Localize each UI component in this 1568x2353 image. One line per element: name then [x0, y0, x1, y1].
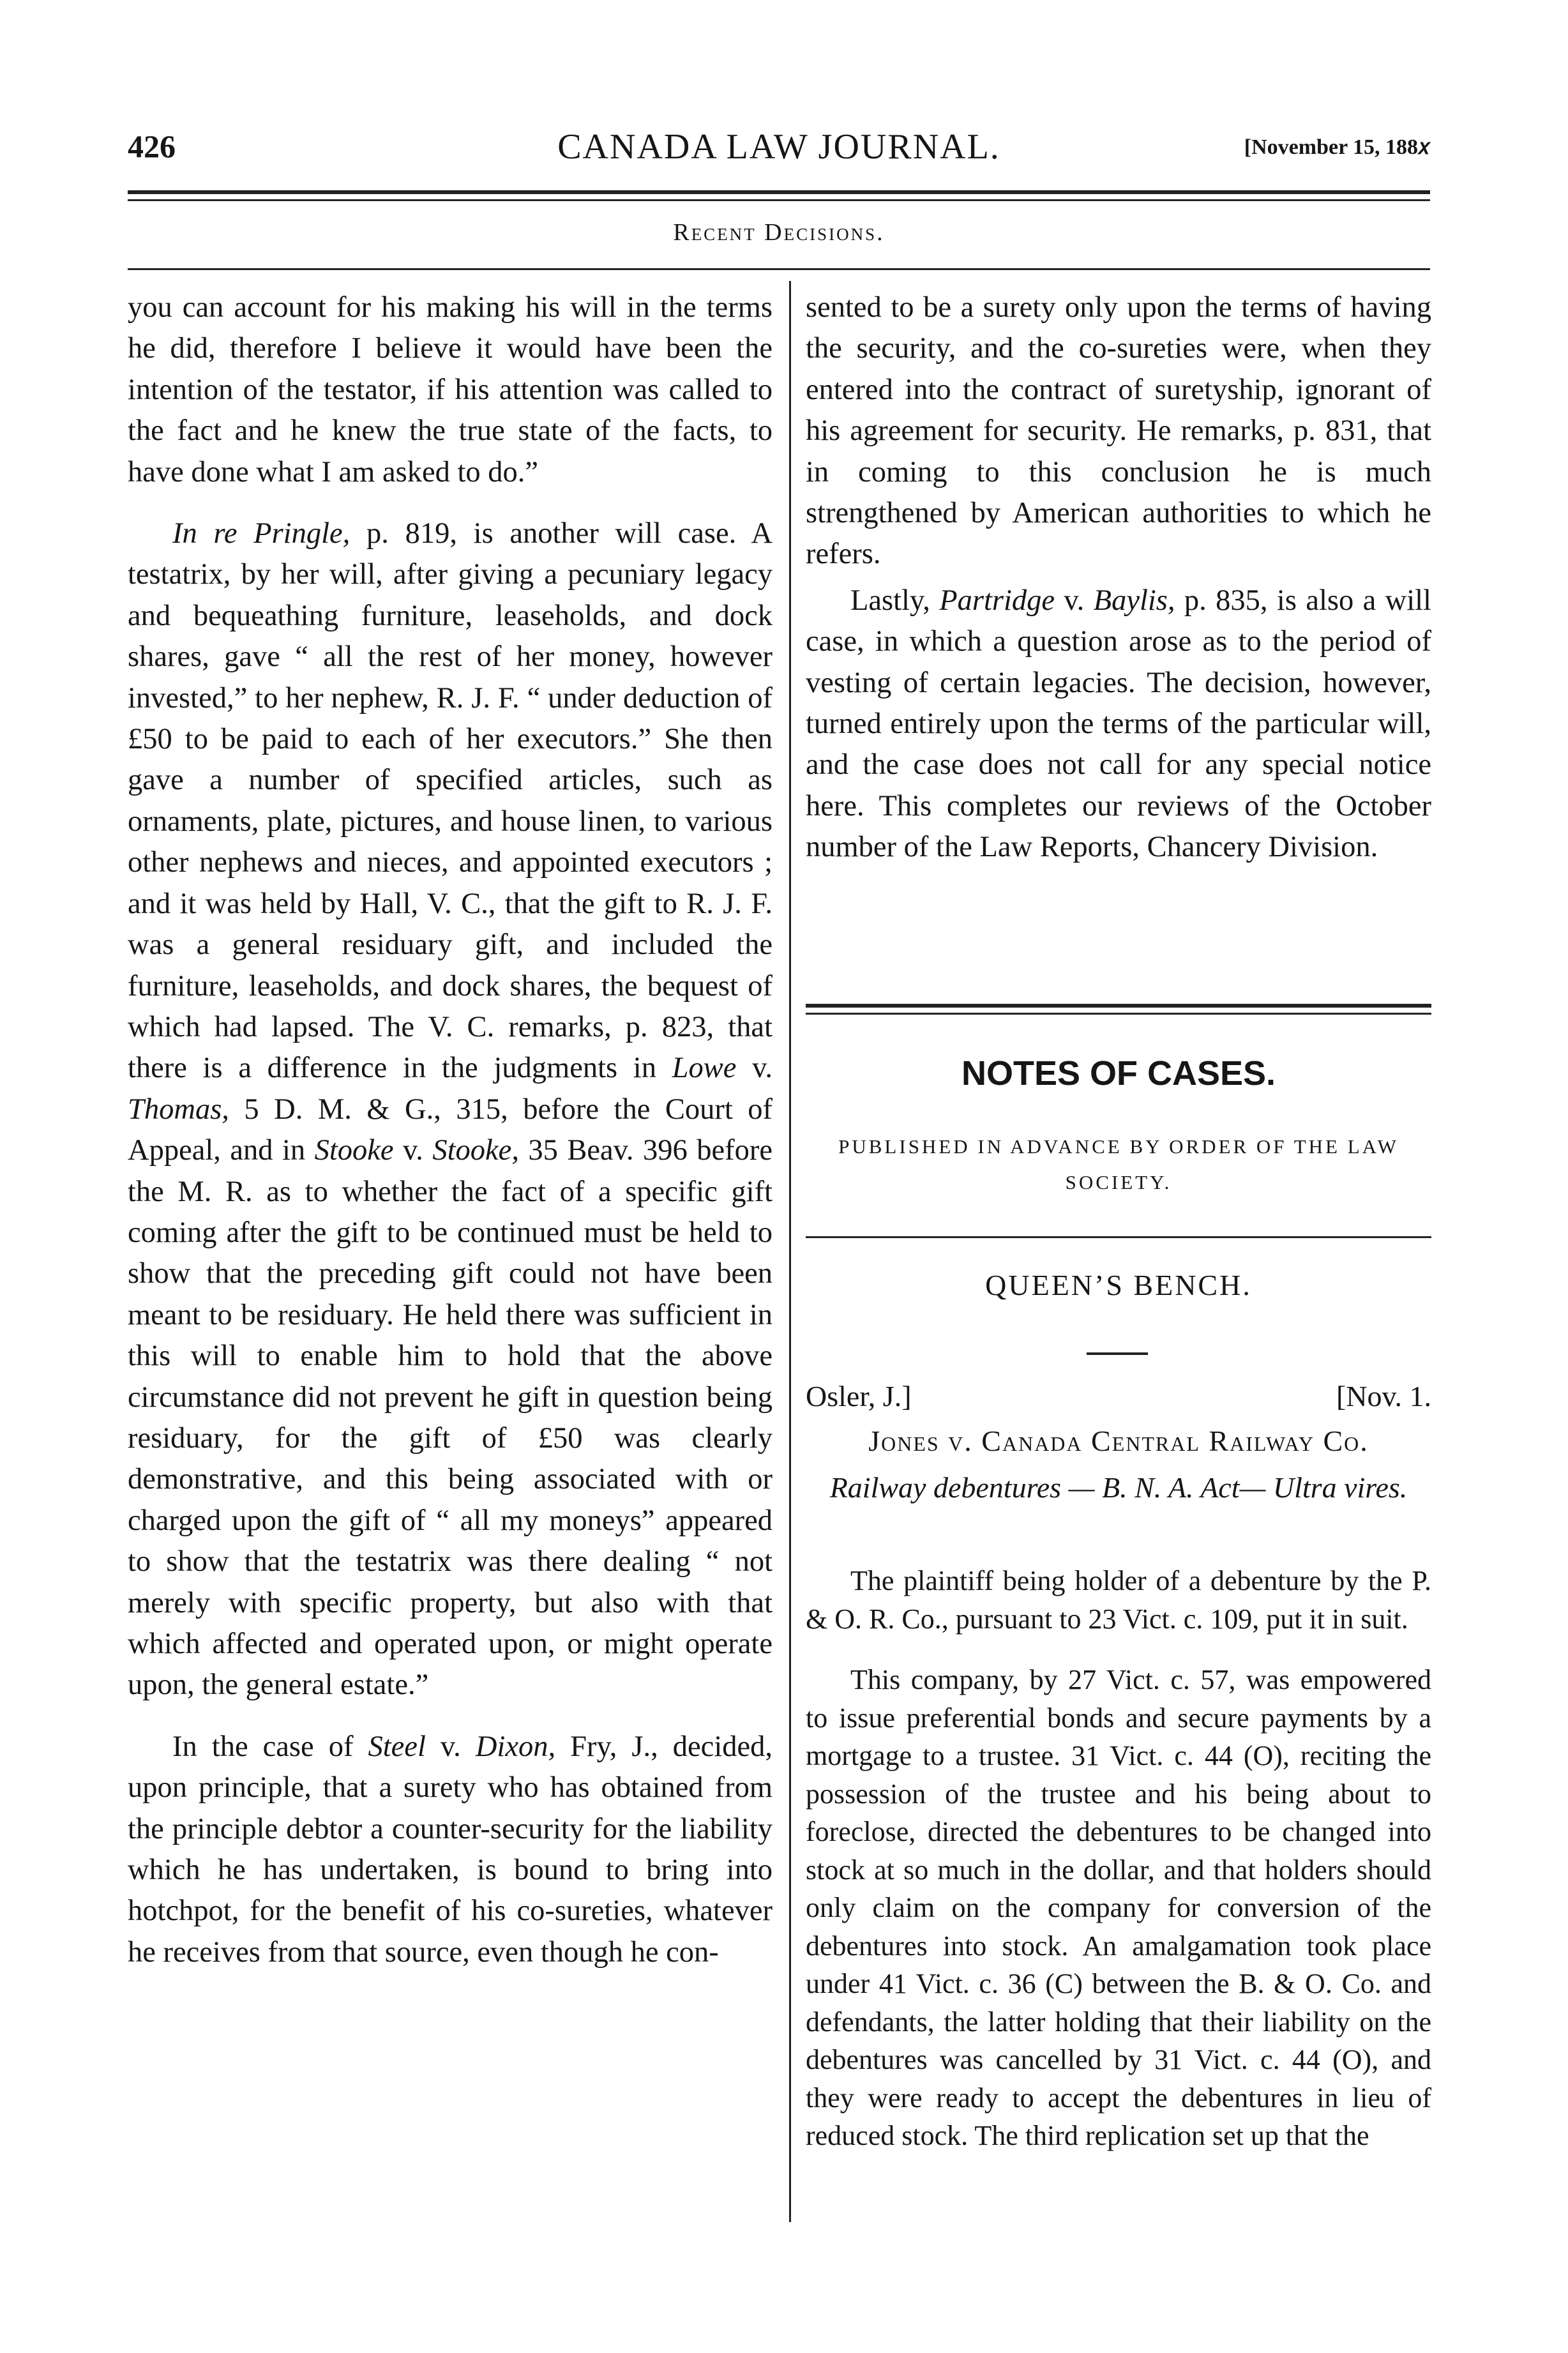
issue-date: [November 15, 188𝑥: [1244, 135, 1430, 159]
left-column: [128, 287, 773, 1973]
notes-rule-thin: [806, 1013, 1431, 1015]
paragraph-text: Fry, J., decided, upon principle, that a surety who has obtained from the principle debtor a counter-security for the liability which he has undertaken, is bound to bring into hotchpot, for the benefit of his co-sureties, whatever he receives from that source, even though he con-: [128, 1730, 773, 1969]
section-title: Recent Decisions.: [673, 219, 885, 246]
paragraph-text: v.: [736, 1052, 773, 1085]
court-heading: QUEEN’S BENCH.: [985, 1269, 1252, 1301]
notes-heading: NOTES OF CASES.: [961, 1054, 1276, 1093]
case-citation: Thomas,: [128, 1093, 229, 1126]
paragraph-text: In the case of: [172, 1730, 368, 1763]
case-date: [Nov. 1.: [1336, 1380, 1431, 1412]
paragraph-text: p. 835, is also a will case, in which a question arose as to the period of vesting of certain legacies. The decision, however, turned entirely upon the terms of the particular will, and the case does not call for any special notice here. This completes our reviews of the October number of the Law Reports, Chancery Division.: [806, 584, 1431, 864]
notes-rule: [806, 1236, 1431, 1238]
case-paragraph-2: This company, by 27 Vict. c. 57, was empowered to issue preferential bonds and secure payments by a mortgage to a trustee. 31 Vict. c. 44 (O), reciting the possession of the trustee and his being about to foreclose, directed the debentures to be changed into stock at so much in the dollar, and that holders should only claim on the company for conversion of the debentures into stock. An amalgamation took place under 41 Vict. c. 36 (C) between the B. & O. Co. and defendants, the latter holding that their liability on the debentures was cancelled by 31 Vict. c. 44 (O), and they were ready to accept the debentures in lieu of reduced stock. The third replication set up that the: [806, 1664, 1431, 2151]
case-citation: In re Pringle,: [172, 517, 351, 550]
section-rule: [128, 268, 1430, 270]
paragraph-text: Lastly,: [850, 584, 940, 617]
left-paragraph-3: [128, 1727, 773, 1973]
page-number: 426: [128, 128, 176, 164]
case-headnote: Railway debentures — B. N. A. Act— Ultra vires.: [829, 1471, 1408, 1504]
paragraph-text: v.: [393, 1134, 433, 1167]
notes-subheading: PUBLISHED IN ADVANCE BY ORDER OF THE LAW SOCIETY.: [838, 1135, 1399, 1193]
notes-rule-thick: [806, 1004, 1431, 1008]
column-divider: [789, 281, 791, 2222]
left-paragraph-1: you can account for his making his will in the terms he did, therefore I believe it would have been the intention of the testator, if his attention was called to the fact and he knew the true state of the facts, to have done what I am asked to do.”: [128, 291, 773, 488]
left-paragraph-2: [128, 513, 773, 1706]
case-citation: Dixon,: [475, 1730, 556, 1763]
case-citation: Partridge: [939, 584, 1055, 617]
right-paragraph-2: [806, 580, 1431, 868]
right-column: [806, 287, 1431, 868]
case-name: Jones v. Canada Central Railway Co.: [868, 1425, 1369, 1457]
right-paragraph-1: sented to be a surety only upon the terms of having the security, and the co-sureties were, when they entered into the contract of suretyship, ignorant of his agreement for security. He remarks, p. 831, that in coming to this conclusion he is much strengthened by American authorities to which he refers.: [806, 291, 1431, 571]
case-citation: Stooke: [314, 1134, 394, 1167]
judge-name: Osler, J.]: [806, 1380, 912, 1412]
case-citation: Steel: [368, 1730, 426, 1763]
header-rule-thin: [128, 199, 1430, 201]
case-citation: Stooke,: [432, 1134, 519, 1167]
case-paragraph-1: The plaintiff being holder of a debenture by the P. & O. R. Co., pursuant to 23 Vict. c. 109, put it in suit.: [806, 1565, 1431, 1635]
court-rule: [1087, 1352, 1148, 1355]
paragraph-text: 35 Beav. 396 before the M. R. as to whether the fact of a specific gift coming after the gift to be continued must be held to show that the preceding gift could not have been meant to be residuary. He held there was sufficient in this will to enable him to hold that the above circumstance did not prevent he gift in question being residuary, for the gift of £50 was clearly demonstrative, and this being associated with or charged upon the gift of “ all my moneys” appeared to show that the testatrix was there dealing “ not merely with specific property, but also with that which affected and operated upon, or might operate upon, the general estate.”: [128, 1134, 773, 1702]
header-rule-thick: [128, 190, 1430, 194]
paragraph-text: p. 819, is another will case. A testatrix, by her will, after giving a pecuniary legacy and bequeathing furniture, leaseholds, and dock shares, gave “ all the rest of her money, however invested,” to her nephew, R. J. F. “ under deduction of £50 to be paid to each of her executors.” She then gave a number of specified articles, such as ornaments, plate, pictures, and house linen, to various other nephews and nieces, and appointed executors ; and it was held by Hall, V. C., that the gift to R. J. F. was a general residuary gift, and included the furniture, leaseholds, and dock shares, the bequest of which had lapsed. The V. C. remarks, p. 823, that there is a difference in the judgments in: [128, 517, 773, 1085]
case-citation: Baylis,: [1093, 584, 1175, 617]
paragraph-text: 5 D. M. & G., 315, before the Court of Appeal, and in: [128, 1093, 773, 1167]
paragraph-text: v.: [425, 1730, 476, 1763]
case-body: [806, 1562, 1431, 2155]
paragraph-text: v.: [1055, 584, 1094, 617]
journal-title: CANADA LAW JOURNAL.: [557, 127, 1000, 167]
case-citation: Lowe: [672, 1052, 737, 1085]
running-header: [128, 121, 1430, 179]
